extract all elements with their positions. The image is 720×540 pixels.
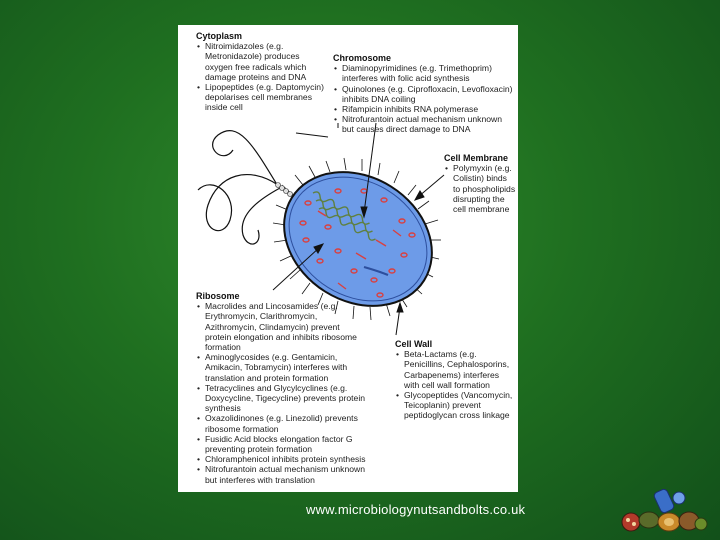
- cell-membrane-item: • Polymyxin (e.g. Colistin) binds to phospholipids disrupting the cell membrane: [453, 163, 516, 214]
- ribosome-panel: [196, 291, 368, 485]
- flagella: [198, 131, 280, 244]
- chromosome-panel: [333, 53, 513, 135]
- cell-wall-title: Cell Wall: [395, 339, 433, 349]
- ribosome-title: Ribosome: [196, 291, 240, 301]
- cell-membrane-title: Cell Membrane: [444, 153, 509, 163]
- chromosome-item: • Quinolones (e.g. Ciprofloxacin, Levofloxacin) inhibits DNA coiling: [342, 84, 513, 104]
- diagram-sheet: [178, 25, 518, 492]
- ribosome-item: • Oxazolidinones (e.g. Linezolid) prevents ribosome formation: [205, 413, 368, 433]
- chromosome-item: • Nitrofurantoin actual mechanism unknown but causes direct damage to DNA: [342, 114, 513, 134]
- cell-wall-item: • Beta-Lactams (e.g. Penicillins, Cephalosporins, Carbapenems) interferes with cell wall formation: [404, 349, 513, 390]
- cytoplasm-panel: [196, 31, 326, 113]
- microbe-logo-icon: [617, 484, 709, 534]
- chromosome-title: Chromosome: [333, 53, 392, 63]
- cell-wall-item: • Glycopeptides (Vancomycin, Teicoplanin) prevent peptidoglycan cross linkage: [404, 390, 513, 421]
- ribosome-item: • Nitrofurantoin actual mechanism unknown but interferes with translation: [205, 464, 368, 484]
- ribosome-item: • Fusidic Acid blocks elongation factor G preventing protein formation: [205, 434, 368, 454]
- website-url[interactable]: www.microbiologynutsandbolts.co.uk: [306, 502, 526, 517]
- chromosome-item: • Rifampicin inhibits RNA polymerase: [342, 104, 513, 114]
- cytoplasm-item: • Nitroimidazoles (e.g. Metronidazole) produces oxygen free radicals which damage proteins and DNA: [205, 41, 326, 82]
- ribosome-item: • Aminoglycosides (e.g. Gentamicin, Amikacin, Tobramycin) interferes with translation and protein formation: [205, 352, 368, 383]
- cytoplasm-title: Cytoplasm: [196, 31, 243, 41]
- cell-membrane-panel: [444, 153, 516, 214]
- ribosome-item: • Tetracyclines and Glycylcyclines (e.g. Doxycycline, Tigecycline) prevents protein synthesis: [205, 383, 368, 414]
- chromosome-item: • Diaminopyrimidines (e.g. Trimethoprim) interferes with folic acid synthesis: [342, 63, 513, 83]
- ribosome-item: • Chloramphenicol inhibits protein synthesis: [205, 454, 368, 464]
- cytoplasm-item: • Lipopeptides (e.g. Daptomycin) depolarises cell membranes inside cell: [205, 82, 326, 113]
- cell-wall-panel: [395, 339, 513, 421]
- ribosome-item: • Macrolides and Lincosamides (e.g. Erythromycin, Clarithromycin, Azithromycin, Clindamycin) prevent protein elongation and inhibits ribosome formation: [205, 301, 368, 352]
